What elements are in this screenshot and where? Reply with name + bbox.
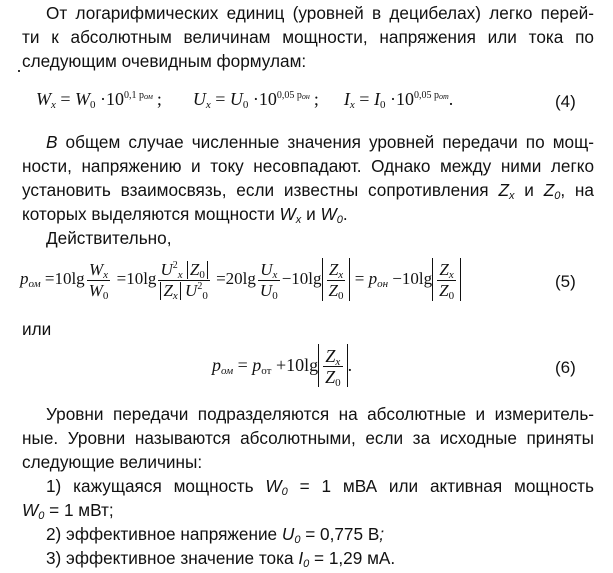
list-item-3: 3) эффективное значение тока $I_0 = 1,29$ мА. [46, 548, 396, 570]
paragraph-2-line-3: установить взаимосвязь, если известны сопротивления $Z_x$ и $Z_0$, на [22, 180, 594, 202]
or-text: или [22, 319, 52, 339]
equation-number-5: (5) [555, 272, 576, 291]
formula-5: $p_{ом} =10\lg$ $\frac{W_x}{W_0}$ =10lg $\frac{U^2_x Z_0}{Z_x U^2_0}$ =20lg $\frac{U_x}{U_0}$ −10lg $\frac{Z_x}{Z_0}$ = $p_{он} -10\lg$ $\frac{Z_x}{Z_0}$ [20, 258, 461, 301]
scan-dot [18, 70, 20, 72]
paragraph-1-line-1: От логарифмических единиц (уровней в децибелах) легко перей- [46, 3, 594, 23]
paragraph-2-line-4: которых выделяются мощности $W_x$ и $W_0$. [22, 204, 348, 226]
equation-number-6: (6) [555, 358, 576, 377]
list-item-1: 1) кажущаяся мощность $W_0 = 1$ мВА или активная мощность [46, 476, 594, 498]
list-item-2: 2) эффективное напряжение $U_0 = 0,775$ В; [46, 524, 385, 546]
paragraph-2-line-2: ности, напряжению и току несовпадают. Однако между ними легко [22, 156, 594, 176]
paragraph-1-line-2: ти к абсолютным величинам мощности, напряжения или тока по [22, 27, 594, 47]
formula-4: $W_x = W_0 \cdot 10^{0,1 p_{ом}}$ ; $U_x = U_0 \cdot 10^{0,05 p_{он}}$ ; $I_x = I_0 \cdot 10^{0,05 p_{от}}$. [36, 89, 454, 111]
paragraph-1-line-3: следующим очевидным формулам: [22, 51, 307, 71]
equation-number-4: (4) [555, 92, 576, 111]
formula-6: $p_{ом} = p_{от} +10\lg$ $\frac{Z_x}{Z_0}$ . [212, 344, 352, 387]
paragraph-3-line-3: следующие величины: [22, 452, 203, 472]
paragraph-2-line-1: В общем случае численные значения уровней передачи по мощ- [46, 132, 594, 152]
paragraph-3-line-1: Уровни передачи подразделяются на абсолютные и измеритель- [46, 404, 594, 424]
actually-text: Действительно, [46, 228, 172, 248]
paragraph-3-line-2: ные. Уровни называются абсолютными, если за исходные приняты [22, 428, 594, 448]
list-item-1-continuation: $W_0 = 1$ мВт; [22, 500, 114, 522]
